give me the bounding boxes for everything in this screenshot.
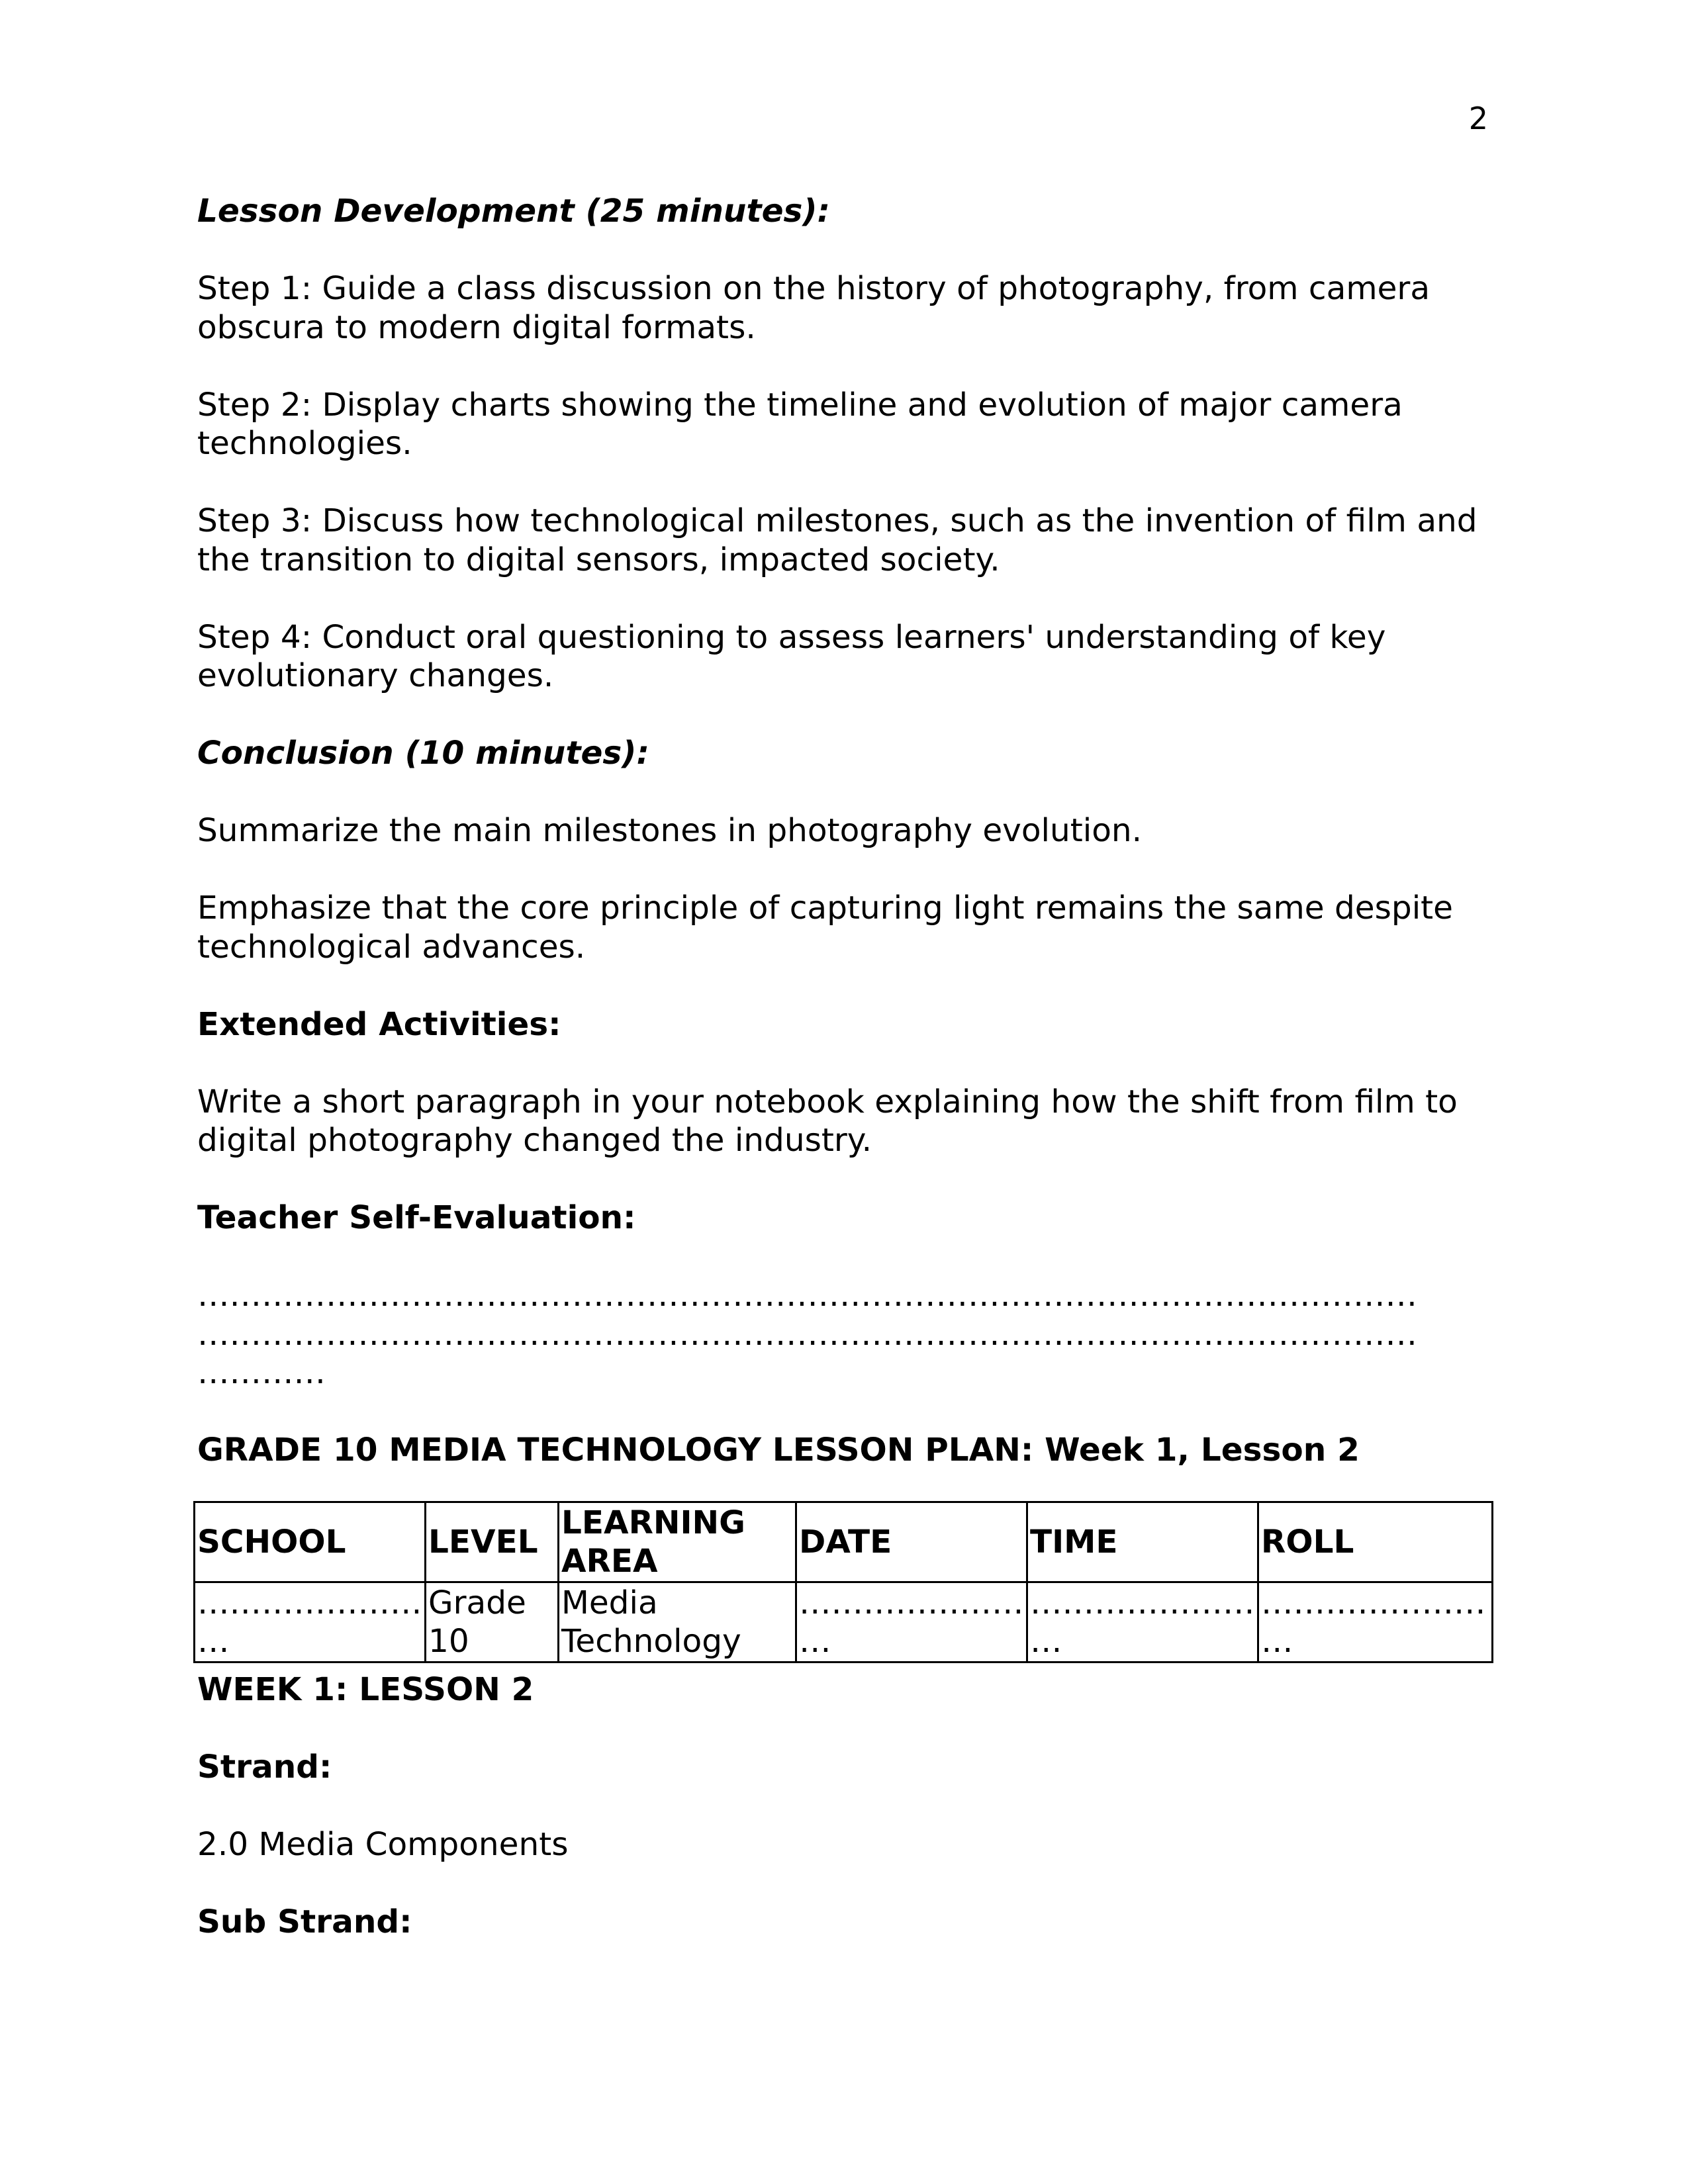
lesson-body <box>197 192 1508 1508</box>
lesson-info-table <box>193 1501 1493 1663</box>
step-1: Step 1: Guide a class discussion on the history of photography, from camera obscura to modern digital formats. <box>197 270 1430 346</box>
cell-date: ………………… … <box>796 1582 1027 1662</box>
header-level: LEVEL <box>426 1502 559 1582</box>
cell-roll: ………………… … <box>1258 1582 1493 1662</box>
cell-learning-area: Media Technology <box>559 1582 796 1662</box>
step-4: Step 4: Conduct oral questioning to assess learners' understanding of key evolutionary changes. <box>197 618 1386 694</box>
teacher-self-evaluation-heading: Teacher Self-Evaluation: <box>197 1199 636 1236</box>
header-roll: ROLL <box>1258 1502 1493 1582</box>
sub-strand-heading: Sub Strand: <box>197 1903 412 1940</box>
lesson-development-heading: Lesson Development (25 minutes): <box>197 193 830 230</box>
table-row <box>195 1582 1493 1662</box>
cell-level: Grade 10 <box>426 1582 559 1662</box>
dotted-line: …………………………………………………………………………………………………… <box>197 1315 1417 1353</box>
strand-value: 2.0 Media Components <box>197 1826 569 1863</box>
strand-heading: Strand: <box>197 1749 332 1786</box>
header-school: SCHOOL <box>195 1502 426 1582</box>
lesson-plan-title: GRADE 10 MEDIA TECHNOLOGY LESSON PLAN: Week 1, Lesson 2 <box>197 1432 1360 1469</box>
header-date: DATE <box>796 1502 1027 1582</box>
extended-activities-text: Write a short paragraph in your notebook explaining how the shift from film to digital photography changed the industry. <box>197 1083 1458 1159</box>
conclusion-point-1: Summarize the main milestones in photography evolution. <box>197 812 1143 849</box>
week-lesson-heading: WEEK 1: LESSON 2 <box>197 1671 534 1708</box>
cell-time: ………………… … <box>1027 1582 1258 1662</box>
cell-school: ………………… … <box>195 1582 426 1662</box>
step-2: Step 2: Display charts showing the timeline and evolution of major camera technologies. <box>197 386 1403 462</box>
conclusion-point-2: Emphasize that the core principle of capturing light remains the same despite technological advances. <box>197 889 1454 966</box>
dotted-line: ………… <box>197 1354 326 1391</box>
header-time: TIME <box>1027 1502 1258 1582</box>
extended-activities-heading: Extended Activities: <box>197 1005 561 1043</box>
conclusion-heading: Conclusion (10 minutes): <box>197 735 649 772</box>
page-number: 2 <box>1468 101 1488 136</box>
step-3: Step 3: Discuss how technological milestones, such as the invention of film and the transition to digital sensors, impacted society. <box>197 502 1477 578</box>
dotted-line: …………………………………………………………………………………………………… <box>197 1277 1417 1314</box>
lesson-details <box>197 1670 1508 1980</box>
self-evaluation-lines <box>197 1276 1508 1392</box>
table-header-row <box>195 1502 1493 1582</box>
header-learning-area: LEARNING AREA <box>559 1502 796 1582</box>
